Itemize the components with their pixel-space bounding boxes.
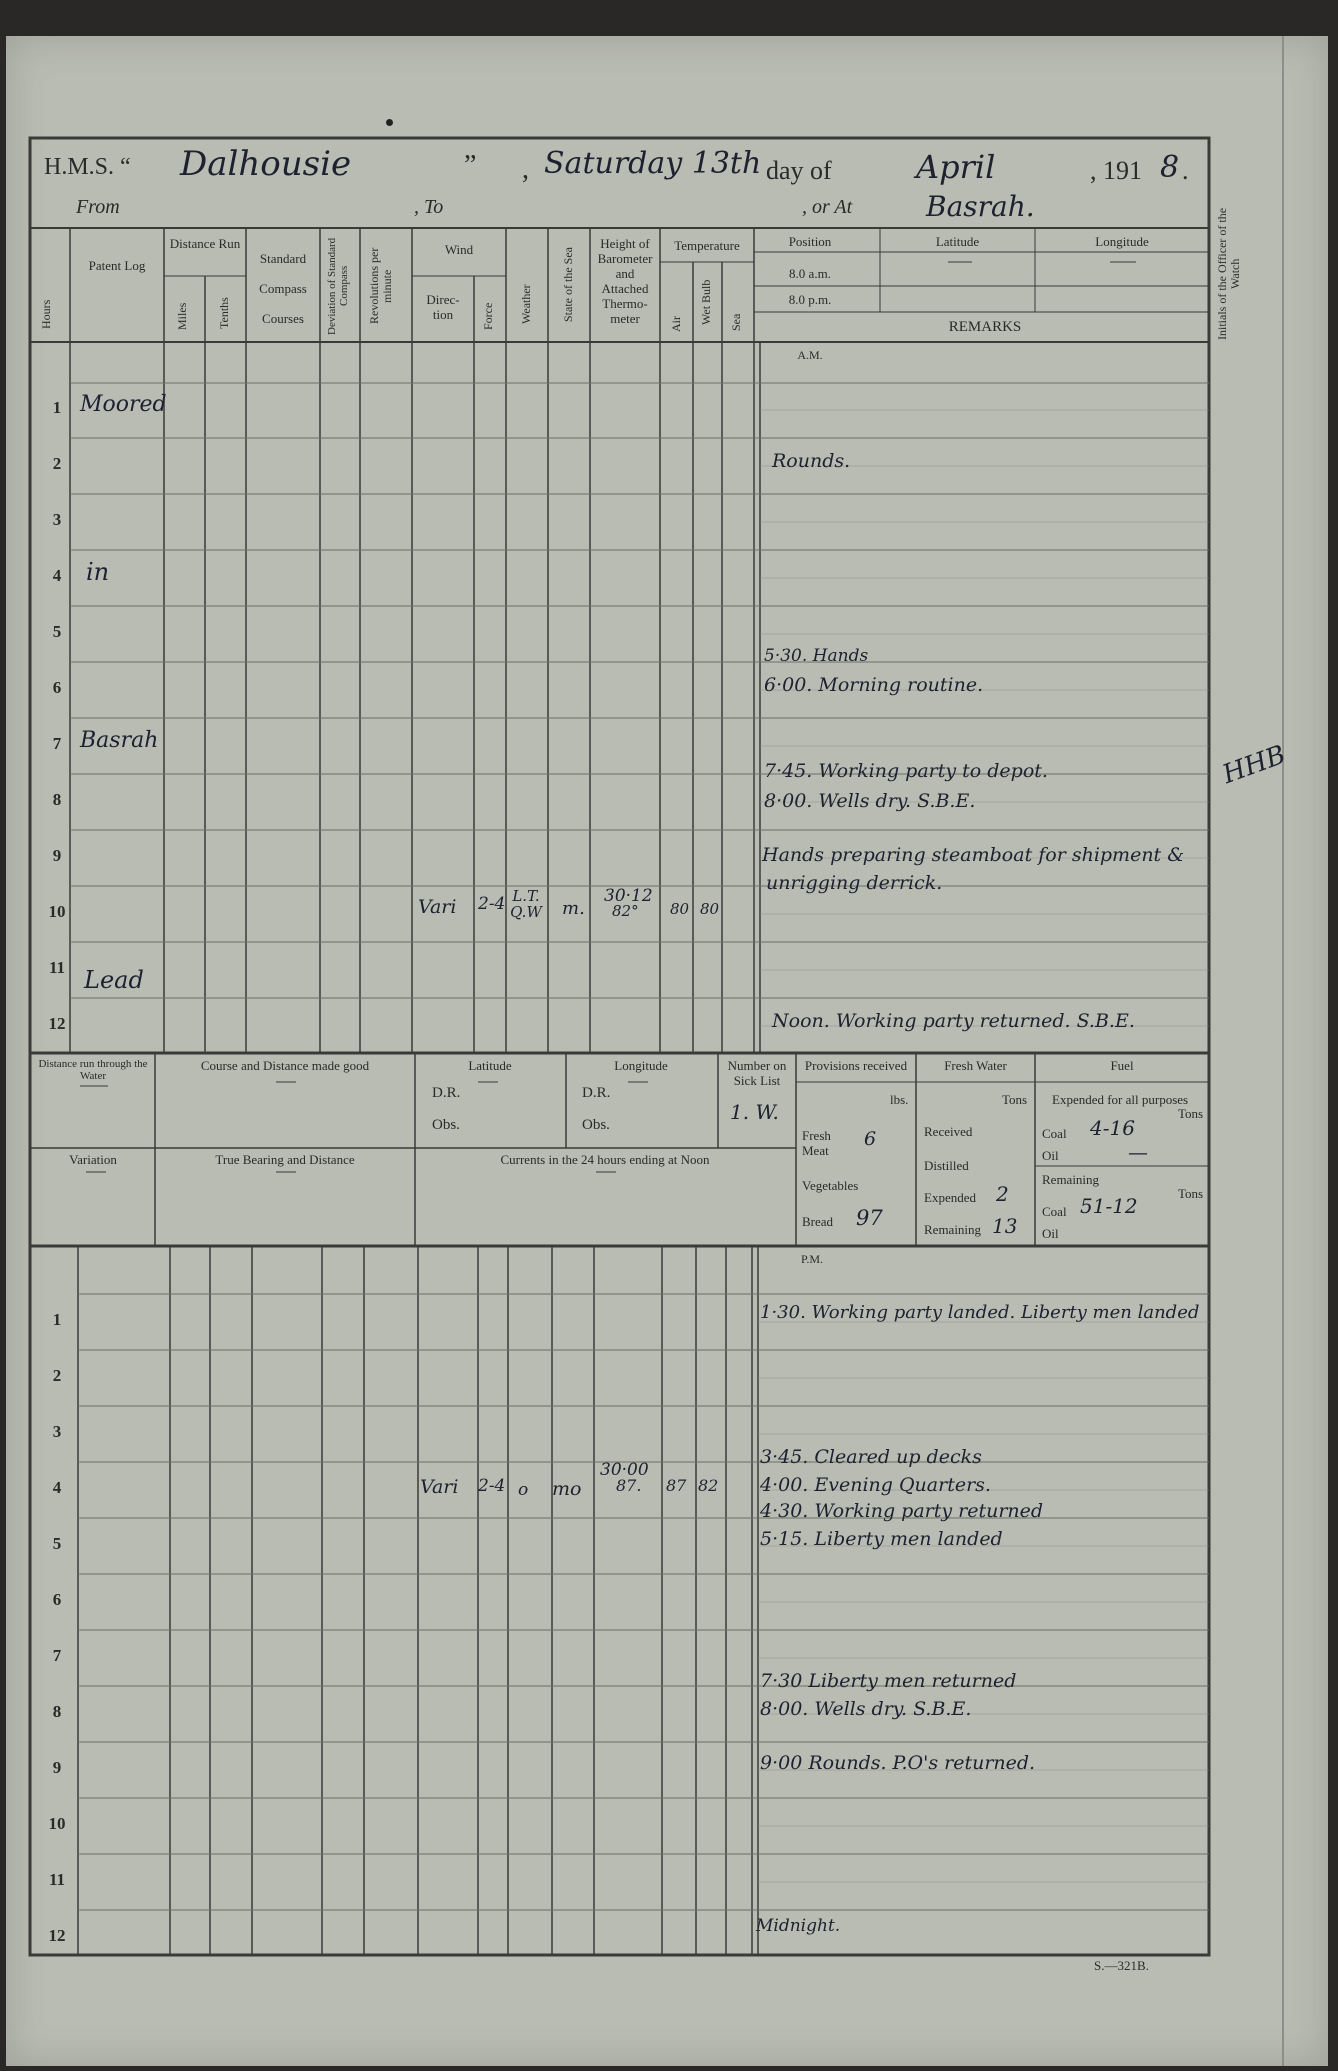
pm-label: P.M. [800,1252,823,1266]
am-hour-1: 1 [52,398,62,417]
weekday-date: Saturday 13th [544,146,762,181]
am-weather: L.T. Q.W [510,887,542,921]
wet-bulb-header: Wet Bulb [699,279,713,325]
pm-barometer: 30·00 [600,1460,649,1480]
am-wind-direction: Vari [418,896,457,918]
wind-header: Wind [444,242,474,257]
am-remark-h5: 5·30. Hands [764,646,869,666]
at-value: Basrah. [926,190,1035,223]
water-distilled-label: Distilled [924,1158,969,1173]
pm-thermometer: 87. [616,1476,642,1495]
hours-header: Hours [39,299,53,329]
am-hour-2: 2 [52,454,62,473]
am-hour-7: 7 [52,734,62,753]
am-hour-3: 3 [52,510,62,529]
miles-header: Miles [175,302,189,330]
at-label: , or At [802,196,853,218]
year-suffix: . [1182,156,1189,185]
position-pm: 8.0 p.m. [788,292,832,307]
pm-hour-6: 6 [52,1590,62,1609]
course-distance-label: Course and Distance made good [200,1058,370,1073]
oil-expended-value: — [1128,1140,1148,1164]
oil-label: Oil [1042,1148,1059,1163]
am-air-temp: 80 [670,900,690,918]
barometer-header: Height of Barometer and Attached Thermo-meter [597,236,653,326]
log-entry-basrah: Basrah [80,728,159,753]
am-hour-6: 6 [52,678,62,697]
pm-remark-h4b: 4·30. Working party returned [760,1500,1044,1522]
year-digit: 8 [1160,150,1180,185]
wind-force-header: Force [481,302,495,330]
am-hour-9: 9 [52,846,62,865]
pm-hour-4: 4 [52,1478,62,1497]
ship-prefix: H.M.S. “ [44,154,131,180]
coal-label: Coal [1042,1126,1067,1141]
day-of-label: day of [766,156,832,185]
pm-wind-force: 2-4 [478,1476,506,1496]
am-remark-h9: Hands preparing steamboat for shipment & [762,844,1185,866]
pm-air-temp: 87 [666,1476,687,1495]
am-remark-h12: Noon. Working party returned. S.B.E. [772,1010,1135,1032]
remarks-header: REMARKS [948,319,1022,335]
standard-compass-header: Standard Compass Courses [259,251,307,326]
coal-remaining-label: Coal [1042,1204,1067,1219]
temperature-header: Temperature [674,238,740,253]
longitude-header: Longitude [1095,234,1149,249]
am-hour-5: 5 [52,622,62,641]
fresh-water-label: Fresh Water [944,1058,1007,1073]
pm-remark-h1: 1·30. Working party landed. Liberty men landed [760,1302,1200,1323]
pm-hour-12: 12 [48,1926,66,1945]
tenths-header: Tenths [217,297,231,329]
latitude-dr: D.R. [432,1085,461,1101]
longitude-dr: D.R. [582,1085,611,1101]
revolutions-header: Revolutions per minute [367,247,394,325]
month: April [916,148,996,186]
oil-remaining-label: Oil [1042,1226,1059,1241]
coal-expended-value: 4-16 [1090,1116,1135,1140]
water-received-label: Received [924,1124,973,1139]
sick-list-label: Number on Sick List [727,1058,787,1088]
coal-remaining-value: 51-12 [1080,1194,1138,1218]
middle-latitude-label: Latitude [468,1058,512,1073]
water-remaining-value: 13 [992,1214,1018,1238]
longitude-obs: Obs. [582,1117,610,1133]
variation-label: Variation [69,1152,117,1167]
am-wet-bulb: 80 [700,900,720,918]
fuel-expended-label: Expended for all purposes [1052,1092,1189,1107]
bread-label: Bread [802,1214,834,1229]
pm-hour-9: 9 [52,1758,62,1777]
true-bearing-label: True Bearing and Distance [215,1152,355,1167]
am-barometer: 30·12 [604,886,653,906]
state-sea-header: State of the Sea [561,247,575,323]
vegetables-label: Vegetables [802,1178,859,1193]
water-remaining-label: Remaining [924,1222,982,1237]
pm-hour-3: 3 [52,1422,62,1441]
am-hour-10: 10 [48,902,66,921]
water-expended-value: 2 [996,1182,1009,1206]
pm-remark-h9: 9·00 Rounds. P.O's returned. [760,1752,1036,1774]
air-header: Air [669,316,683,332]
sick-list-value: 1. W. [730,1100,779,1124]
am-hour-12: 12 [48,1014,66,1033]
pm-remark-h3b: 3·45. Cleared up decks [760,1446,982,1468]
am-hour-11: 11 [48,958,66,977]
ship-name: Dalhousie [180,144,352,184]
position-header: Position [788,234,832,249]
pm-hour-1: 1 [52,1310,62,1329]
am-hour-4: 4 [52,566,62,585]
fuel-label: Fuel [1110,1058,1134,1073]
distance-run-header: Distance Run [169,236,241,251]
pm-remark-h8: 8·00. Wells dry. S.B.E. [760,1698,972,1720]
fuel-remaining-label: Remaining [1042,1172,1100,1187]
fresh-meat-value: 6 [864,1128,877,1150]
position-am: 8.0 a.m. [789,266,831,281]
pm-wet-bulb: 82 [698,1476,719,1495]
water-expended-label: Expended [924,1190,976,1205]
log-entry-moored: Moored [80,392,167,417]
pm-remark-h7b: 7·30 Liberty men returned [760,1670,1017,1692]
weather-header: Weather [519,284,533,324]
distance-water-label: Distance run through the Water [38,1058,148,1082]
middle-longitude-label: Longitude [614,1058,668,1073]
pm-remark-h4: 4·00. Evening Quarters. [760,1474,991,1496]
wind-direction-header: Direc-tion [426,292,460,322]
pm-wind-direction: Vari [420,1476,459,1498]
log-entry-lead: Lead [84,966,144,994]
deviation-header: Deviation of Standard Compass [326,237,350,335]
from-label: From [76,196,120,218]
officer-initials: HHB [1218,739,1290,791]
am-remark-h8: 8·00. Wells dry. S.B.E. [764,790,976,812]
provisions-label: Provisions received [804,1058,908,1073]
pm-hour-11: 11 [48,1870,66,1889]
pm-hour-7: 7 [52,1646,62,1665]
latitude-header: Latitude [935,234,980,249]
title-comma: , [522,154,529,185]
initials-header: Initials of the Officer of the Watch [1215,207,1242,341]
pm-weather: o [518,1480,529,1500]
patent-log-header: Patent Log [88,258,146,273]
bread-value: 97 [856,1206,883,1230]
to-label: , To [414,196,444,218]
am-thermometer: 82° [612,902,639,920]
am-hour-8: 8 [52,790,62,809]
fresh-meat-label: Fresh Meat [802,1128,831,1158]
provisions-lbs: lbs. [890,1092,909,1107]
pm-remark-h12: Midnight. [756,1916,841,1936]
fresh-water-tons: Tons [1002,1092,1028,1107]
pm-remark-h5: 5·15. Liberty men landed [760,1528,1003,1550]
am-wind-force: 2-4 [478,894,506,914]
pm-hour-10: 10 [48,1814,66,1833]
latitude-obs: Obs. [432,1117,460,1133]
pm-hour-5: 5 [52,1534,62,1553]
am-remark-h9b: unrigging derrick. [766,872,943,894]
quote-close: ” [464,150,477,181]
year-prefix: , 191 [1090,156,1142,185]
am-label: A.M. [797,348,823,362]
fuel-tons-top: Tons [1178,1106,1204,1121]
currents-label: Currents in the 24 hours ending at Noon [500,1152,710,1167]
am-remark-h2: Rounds. [772,450,851,472]
pm-hour-8: 8 [52,1702,62,1721]
am-sea-state: m. [562,898,585,919]
pm-hour-2: 2 [52,1366,62,1385]
sea-temp-header: Sea [729,313,743,331]
pm-sea-state: mo [552,1478,582,1500]
form-number: S.—321B. [1094,1958,1149,1973]
am-remark-h6: 6·00. Morning routine. [764,674,984,696]
am-remark-h7b: 7·45. Working party to depot. [764,760,1048,782]
log-entry-in: in [86,558,110,586]
fuel-tons-bottom: Tons [1178,1186,1204,1201]
